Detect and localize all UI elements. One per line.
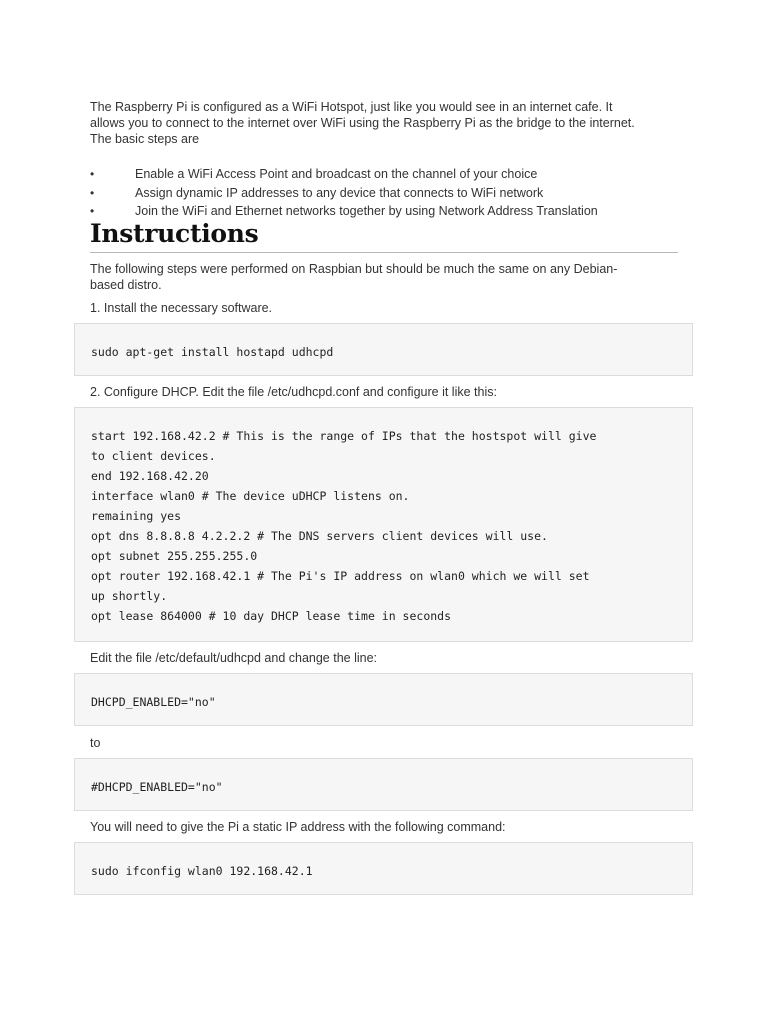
edit-default-text: Edit the file /etc/default/udhcpd and change the line: [90,651,378,665]
steps-intro-paragraph [90,261,690,293]
step-1-text: 1. Install the necessary software. [90,301,273,315]
static-ip-text: You will need to give the Pi a static IP address with the following command: [90,820,506,834]
list-item-text: Assign dynamic IP addresses to any device that connects to WiFi network [135,185,544,200]
intro-line: The basic steps are [90,132,200,146]
code-line: opt lease 864000 # 10 day DHCP lease time in seconds [91,609,452,623]
code-line: interface wlan0 # The device uDHCP listens on. [91,489,410,503]
code-block-ifconfig[interactable] [74,842,693,895]
section-heading: Instructions [90,219,259,248]
steps-intro-line: The following steps were performed on Raspbian but should be much the same on any Debian- [90,262,618,276]
to-text: to [90,736,101,750]
intro-line: allows you to connect to the internet over WiFi using the Raspberry Pi as the bridge to the internet. [90,116,635,130]
code-block-dhcpd-enabled[interactable] [74,673,693,726]
code-line: DHCPD_ENABLED="no" [91,695,216,709]
list-item-text: Enable a WiFi Access Point and broadcast on the channel of your choice [135,167,538,181]
code-line: opt dns 8.8.8.8 4.2.2.2 # The DNS servers client devices will use. [91,529,548,543]
steps-intro-line: based distro. [90,278,162,292]
step-2-text: 2. Configure DHCP. Edit the file /etc/udhcpd.conf and configure it like this: [90,385,497,399]
code-line: sudo ifconfig wlan0 192.168.42.1 [91,864,313,878]
intro-line: The Raspberry Pi is configured as a WiFi Hotspot, just like you would see in an internet cafe. It [90,100,613,114]
code-line: up shortly. [91,589,168,603]
code-block-udhcpd-conf[interactable] [74,407,693,642]
code-block-install[interactable] [74,323,693,376]
bullet-icon: • [90,167,95,181]
code-line: remaining yes [91,509,182,523]
code-line: opt router 192.168.42.1 # The Pi's IP address on wlan0 which we will set [91,569,590,583]
list-item [90,184,710,203]
code-line: start 192.168.42.2 # This is the range of IPs that the hostspot will give [91,429,597,443]
code-line: end 192.168.42.20 [91,469,209,483]
list-item [90,165,710,184]
list-item-text: Join the WiFi and Ethernet networks together by using Network Address Translation [135,204,598,218]
steps-bullet-list [90,165,710,221]
bullet-icon: • [90,204,95,218]
code-line: #DHCPD_ENABLED="no" [91,780,223,794]
intro-paragraph [90,99,690,147]
heading-divider [90,252,678,253]
code-line: sudo apt-get install hostapd udhcpd [91,345,334,359]
code-line: to client devices. [91,449,216,463]
bullet-icon: • [90,185,95,200]
code-block-dhcpd-commented[interactable] [74,758,693,811]
code-line: opt subnet 255.255.255.0 [91,549,258,563]
